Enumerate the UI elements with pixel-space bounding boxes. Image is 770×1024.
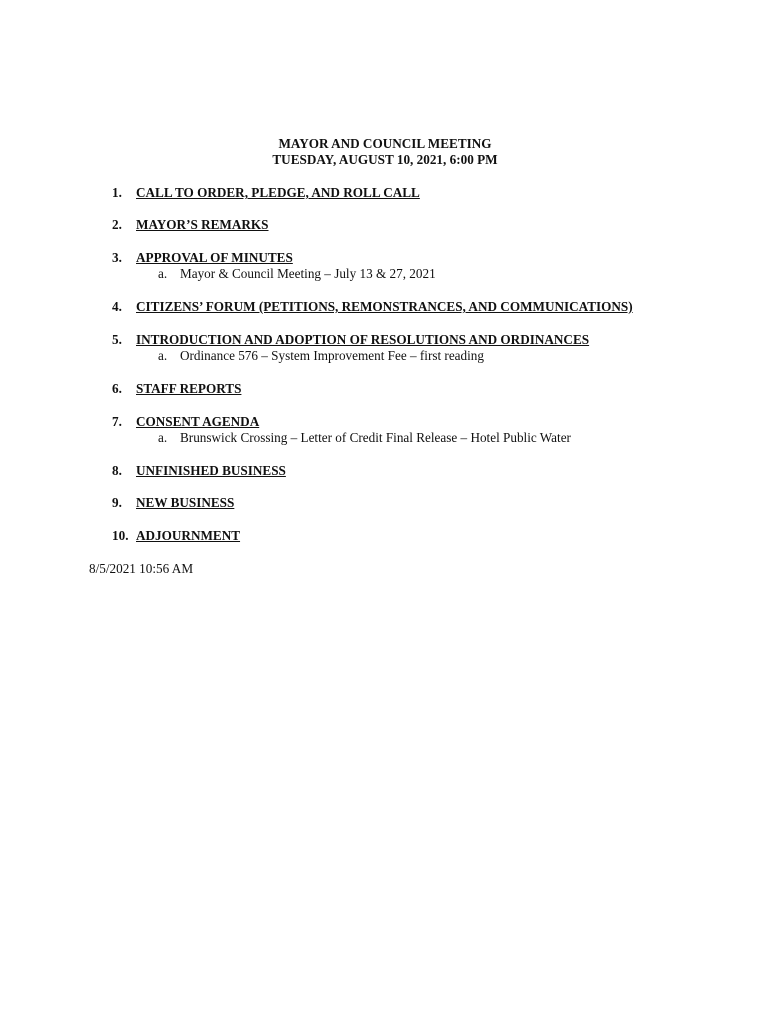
subitem-letter: a. bbox=[158, 266, 168, 281]
agenda-item-2 bbox=[112, 217, 269, 233]
agenda-item-number: 1. bbox=[112, 185, 122, 200]
subitem-text: Mayor & Council Meeting – July 13 & 27, 2021 bbox=[180, 266, 436, 281]
agenda-item-number: 6. bbox=[112, 381, 122, 396]
agenda-item-number: 7. bbox=[112, 414, 122, 429]
subitem-letter: a. bbox=[158, 348, 168, 363]
agenda-item-5 bbox=[112, 332, 589, 348]
agenda-item-number: 10. bbox=[112, 528, 129, 543]
agenda-item-title: STAFF REPORTS bbox=[136, 381, 242, 396]
agenda-item-1 bbox=[112, 185, 420, 201]
subitem-text: Brunswick Crossing – Letter of Credit Final Release – Hotel Public Water bbox=[180, 430, 571, 445]
agenda-item-title: NEW BUSINESS bbox=[136, 495, 235, 510]
agenda-item-number: 3. bbox=[112, 250, 122, 265]
agenda-item-title: UNFINISHED BUSINESS bbox=[136, 463, 286, 478]
agenda-item-number: 5. bbox=[112, 332, 122, 347]
agenda-subitem-7a bbox=[158, 430, 571, 446]
agenda-item-title: CONSENT AGENDA bbox=[136, 414, 260, 429]
meeting-title: MAYOR AND COUNCIL MEETING bbox=[278, 136, 492, 151]
agenda-item-title: MAYOR’S REMARKS bbox=[136, 217, 269, 232]
agenda-item-9 bbox=[112, 495, 234, 511]
agenda-item-title: ADJOURNMENT bbox=[136, 528, 241, 543]
agenda-item-title: INTRODUCTION AND ADOPTION OF RESOLUTIONS AND ORDINANCES bbox=[136, 332, 590, 347]
agenda-item-title: APPROVAL OF MINUTES bbox=[136, 250, 293, 265]
subitem-text: Ordinance 576 – System Improvement Fee – first reading bbox=[180, 348, 484, 363]
agenda-item-title: CALL TO ORDER, PLEDGE, AND ROLL CALL bbox=[136, 185, 420, 200]
meeting-date: TUESDAY, AUGUST 10, 2021, 6:00 PM bbox=[272, 152, 498, 167]
agenda-item-4 bbox=[112, 299, 633, 315]
agenda-item-7 bbox=[112, 414, 259, 430]
agenda-item-title: CITIZENS’ FORUM (PETITIONS, REMONSTRANCES, AND COMMUNICATIONS) bbox=[136, 299, 633, 314]
agenda-item-number: 8. bbox=[112, 463, 122, 478]
agenda-subitem-5a bbox=[158, 348, 484, 364]
agenda-item-10 bbox=[112, 528, 240, 544]
subitem-letter: a. bbox=[158, 430, 168, 445]
agenda-subitem-3a bbox=[158, 266, 436, 282]
agenda-item-6 bbox=[112, 381, 241, 397]
agenda-item-number: 4. bbox=[112, 299, 122, 314]
document-timestamp: 8/5/2021 10:56 AM bbox=[89, 561, 194, 576]
agenda-item-number: 2. bbox=[112, 217, 122, 232]
agenda-item-3 bbox=[112, 250, 293, 266]
agenda-item-number: 9. bbox=[112, 495, 122, 510]
agenda-item-8 bbox=[112, 463, 286, 479]
